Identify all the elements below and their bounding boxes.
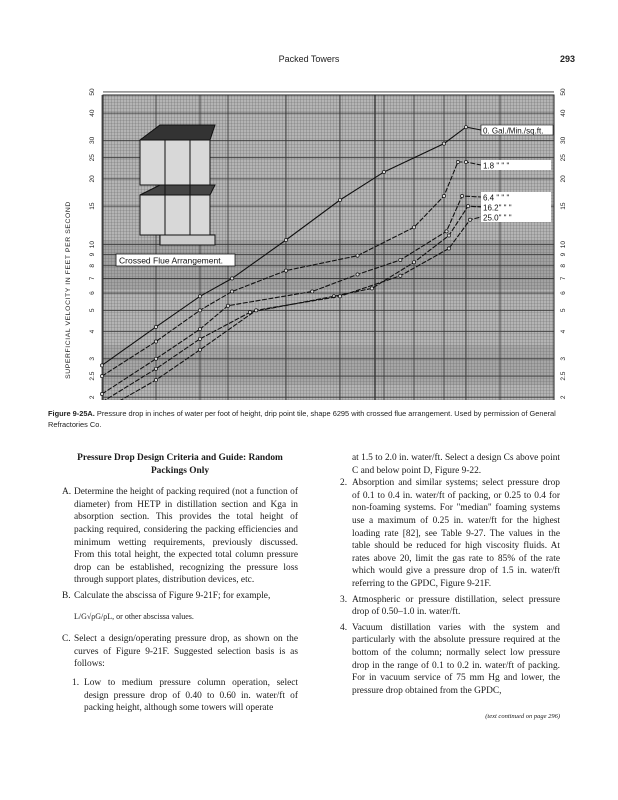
y-tick-label: 10 [560, 240, 567, 249]
item-label: 3. [340, 594, 348, 605]
y-tick-label: 5 [89, 308, 96, 313]
data-point [154, 340, 157, 343]
list-subitem [330, 477, 560, 590]
y-tick-label: 7 [560, 276, 567, 281]
list-subitem [330, 622, 560, 698]
data-point [154, 357, 157, 360]
y-tick-label: 2 [560, 395, 567, 400]
item-label: 4. [340, 622, 348, 633]
data-point [154, 325, 157, 328]
data-point [100, 364, 103, 367]
y-tick-label: 25 [560, 154, 567, 162]
data-point [230, 277, 233, 280]
y-tick-label: 30 [560, 136, 567, 145]
section-title: Pressure Drop Design Criteria and Guide: Random Packings Only [77, 453, 283, 476]
list-item [62, 590, 298, 603]
y-tick-label: 3 [89, 356, 96, 361]
y-tick-label: 20 [560, 175, 567, 183]
data-point [154, 378, 157, 381]
y-tick-label: 3 [560, 356, 567, 361]
legend-label: 25.0" " " [483, 213, 512, 223]
data-point [466, 205, 469, 208]
item-text: Low to medium pressure column operation, select design pressure drop of 0.40 to 0.60 in. water/ft of packing height, although some towers will operate [84, 677, 298, 714]
data-point [198, 309, 201, 312]
data-point [284, 269, 287, 272]
y-tick-label: 25 [89, 154, 96, 162]
continued-text: at 1.5 to 2.0 in. water/ft. Select a design Cs above point C and below point D, Figure 9-22. [352, 453, 560, 476]
data-point [447, 234, 450, 237]
item-text: Vacuum distillation varies with the system and particularly with the absolute pressure required at the bottom of the column; normally select low pressure drop in the range of 0.1 to 0.2 in. water/ft of packing. For in vacuum service of 75 mm Hg and lower, the pressure drop obtained from the GPDC, [352, 622, 560, 696]
y-axis-label: SUPERFICIAL VELOCITY IN FEET PER SECOND [65, 201, 72, 379]
data-point [447, 247, 450, 250]
item-label: B. [62, 590, 71, 601]
data-point [464, 126, 467, 129]
crossed-flue-annotation [116, 254, 235, 266]
caption-label: Figure 9-25A. [48, 409, 95, 418]
legend-label: 6.4 " " " [483, 193, 510, 203]
data-point [338, 295, 341, 298]
data-point [198, 295, 201, 298]
data-point [100, 374, 103, 377]
data-point [445, 230, 448, 233]
legend-label: 16.2" " " [483, 203, 512, 213]
list-subitem [330, 594, 560, 619]
caption-text: Pressure drop in inches of water per foot of height, drip point tile, shape 6295 with crossed flue arrangement. Used by permission of General Refractories Co. [48, 409, 556, 429]
item-label: 1. [72, 677, 80, 688]
legend-label: 1.8 " " " [483, 161, 510, 171]
y-tick-label: 40 [89, 109, 96, 117]
data-point [226, 304, 229, 307]
y-tick-label: 6 [560, 291, 567, 295]
y-tick-label: 10 [89, 240, 96, 249]
data-point [370, 287, 373, 290]
y-tick-label: 8 [89, 263, 96, 268]
data-point [198, 348, 201, 351]
data-point [456, 160, 459, 163]
data-point [230, 290, 233, 293]
data-point [412, 226, 415, 229]
data-point [338, 198, 341, 201]
continuation-note: (text continued on page 296) [485, 713, 560, 721]
y-tick-label: 4 [89, 329, 96, 334]
item-label: C. [62, 634, 71, 645]
data-point [399, 274, 402, 277]
y-tick-label: 2.5 [560, 371, 567, 381]
page-number: 293 [560, 54, 576, 64]
data-point [442, 142, 445, 145]
data-point [468, 218, 471, 221]
data-point [311, 290, 314, 293]
data-point [284, 238, 287, 241]
data-point [460, 194, 463, 197]
item-text: Absorption and similar systems; select pressure drop of 0.1 to 0.4 in. water/ft of packing, or 0.25 to 0.4 for non-foaming systems. For "median" foaming systems use a maximum of 0.25 in. water/ft for the highest loading rate [82], see Table 9-27. The values in the table should be reduced for high viscosity fluids. At rates above 20, limit the gas rate to 85% of the rate which would give a pressure drop of 1.5 in. water/ft referring to the GPDC, Figure 9-21F. [352, 478, 560, 589]
y-tick-label: 50 [560, 88, 567, 96]
left-column [62, 452, 298, 718]
data-point [356, 273, 359, 276]
y-tick-label: 4 [560, 329, 567, 334]
y-tick-label: 9 [560, 252, 567, 257]
y-tick-label: 40 [560, 109, 567, 117]
data-point [198, 337, 201, 340]
y-tick-label: 15 [89, 202, 96, 210]
item-label: A. [62, 487, 72, 498]
y-tick-label: 50 [89, 88, 96, 96]
right-column [330, 452, 560, 724]
item-text: Atmospheric or pressure distillation, select pressure drop of 0.50–1.0 in. water/ft. [352, 594, 560, 618]
y-tick-label: 5 [560, 308, 567, 313]
data-point [382, 170, 385, 173]
y-tick-label: 7 [89, 276, 96, 281]
crossed-flue-tile-illustration [140, 125, 215, 245]
list-item [62, 633, 298, 671]
data-point [464, 160, 467, 163]
svg-text:Crossed Flue Arrangement.: Crossed Flue Arrangement. [119, 255, 223, 266]
data-point [442, 194, 445, 197]
y-tick-label: 9 [89, 252, 97, 257]
data-point [356, 254, 359, 257]
legend-label: 0. Gal./Min./sq.ft. [483, 126, 544, 136]
y-tick-label: 2 [89, 395, 96, 400]
item-text: Select a design/operating pressure drop, as shown on the curves of Figure 9-21F. Suggested selection basis is as follows: [74, 634, 298, 670]
y-tick-label: 30 [89, 136, 96, 145]
item-text: Calculate the abscissa of Figure 9-21F; for example, [74, 590, 271, 601]
y-tick-label: 8 [560, 263, 567, 268]
data-point [154, 367, 157, 370]
figure-caption [48, 408, 568, 430]
grid-band [103, 345, 554, 385]
running-header: Packed Towers [278, 54, 340, 64]
item-text: Determine the height of packing required (not a function of diameter) from HETP in distillation section and Kga in absorption section. This provides the total height of packing required, considering the packing efficiencies and minimum wetting requirements, previously discussed. From this total height, the expected total column pressure drop can be established, recognizing the pressure loss through support plates, distribution devices, etc. [74, 487, 298, 586]
y-tick-label: 6 [89, 291, 96, 295]
data-point [255, 309, 258, 312]
data-point [399, 258, 402, 261]
list-item [62, 486, 298, 587]
y-tick-label: 15 [560, 202, 567, 210]
data-point [100, 392, 103, 395]
y-tick-label: 2.5 [89, 371, 96, 381]
item-label: 2. [340, 478, 348, 489]
data-point [412, 261, 415, 264]
abscissa-formula: L/G√ρG/ρL, or other abscissa values. [74, 611, 194, 621]
data-point [198, 328, 201, 331]
y-tick-label: 20 [89, 175, 96, 183]
list-subitem [62, 677, 298, 715]
